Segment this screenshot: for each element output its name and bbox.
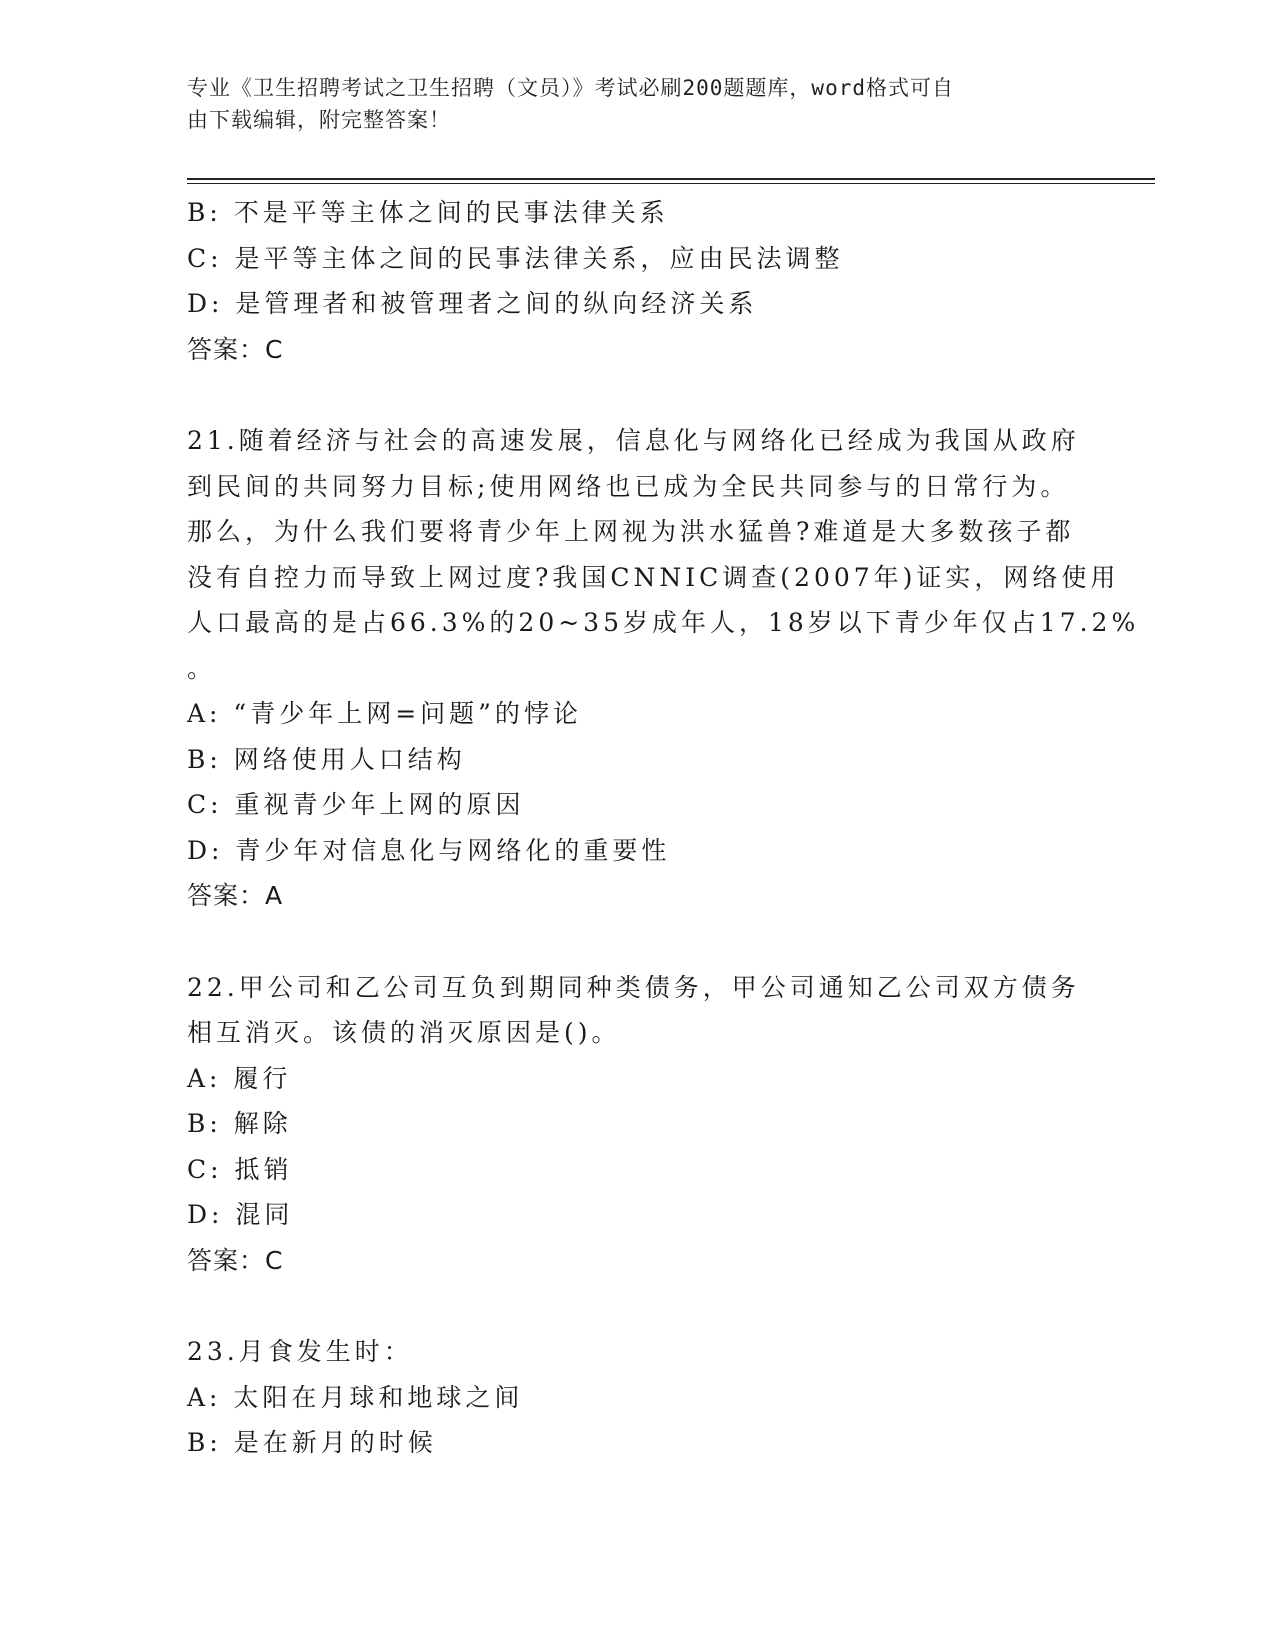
question-stem-line: 那么，为什么我们要将青少年上网视为洪水猛兽?难道是大多数孩子都 — [187, 517, 1075, 546]
option-a: A: 太阳在月球和地球之间 — [187, 1382, 524, 1412]
question-list — [187, 190, 1140, 1466]
header-line-2: 由下载编辑，附完整答案！ — [187, 108, 451, 132]
option-b: B: 解除 — [187, 1109, 292, 1138]
answer-line: 答案：A — [187, 881, 284, 910]
answer-line: 答案：C — [187, 1245, 284, 1275]
option-b: B: 是在新月的时候 — [187, 1428, 437, 1457]
question-stem-line: 人口最高的是占66.3%的20~35岁成年人，18岁以下青少年仅占17.2% — [187, 608, 1140, 637]
header-divider-thick — [187, 178, 1155, 180]
option-b: B: 不是平等主体之间的民事法律关系 — [187, 198, 669, 227]
option-d: D: 青少年对信息化与网络化的重要性 — [187, 835, 671, 865]
question-21 — [187, 418, 1140, 919]
question-stem-line: 21.随着经济与社会的高速发展，信息化与网络化已经成为我国从政府 — [187, 426, 1080, 455]
question-stem-line: 到民间的共同努力目标;使用网络也已成为全民共同参与的日常行为。 — [187, 471, 1070, 501]
spacer — [187, 1283, 1087, 1329]
question-stem-line: 没有自控力而导致上网过度?我国CNNIC调查(2007年)证实，网络使用 — [187, 562, 1120, 592]
question-stem-line: 相互消灭。该债的消灭原因是()。 — [187, 1018, 621, 1047]
question-stem-line: 。 — [187, 653, 217, 683]
spacer — [187, 919, 1087, 965]
question-stem-line: 22.甲公司和乙公司互负到期同种类债务，甲公司通知乙公司双方债务 — [187, 972, 1080, 1002]
question-23 — [187, 1329, 1087, 1466]
option-c: C: 是平等主体之间的民事法律关系，应由民法调整 — [187, 243, 844, 273]
document-header — [187, 72, 1067, 136]
question-20 — [187, 190, 1087, 372]
option-d: D: 是管理者和被管理者之间的纵向经济关系 — [187, 289, 758, 318]
header-divider-thin — [187, 183, 1155, 184]
option-c: C: 重视青少年上网的原因 — [187, 790, 525, 819]
spacer — [187, 372, 1087, 418]
question-22 — [187, 965, 1087, 1284]
question-stem-line: 23.月食发生时： — [187, 1337, 413, 1366]
option-b: B: 网络使用人口结构 — [187, 744, 466, 774]
header-line-1: 专业《卫生招聘考试之卫生招聘（文员）》考试必刷200题题库，word格式可自 — [187, 76, 954, 100]
option-c: C: 抵销 — [187, 1154, 293, 1184]
option-a: A: 履行 — [187, 1063, 292, 1093]
option-a: A: “青少年上网=问题”的悖论 — [187, 699, 582, 728]
option-d: D: 混同 — [187, 1200, 294, 1229]
answer-line: 答案：C — [187, 334, 284, 364]
